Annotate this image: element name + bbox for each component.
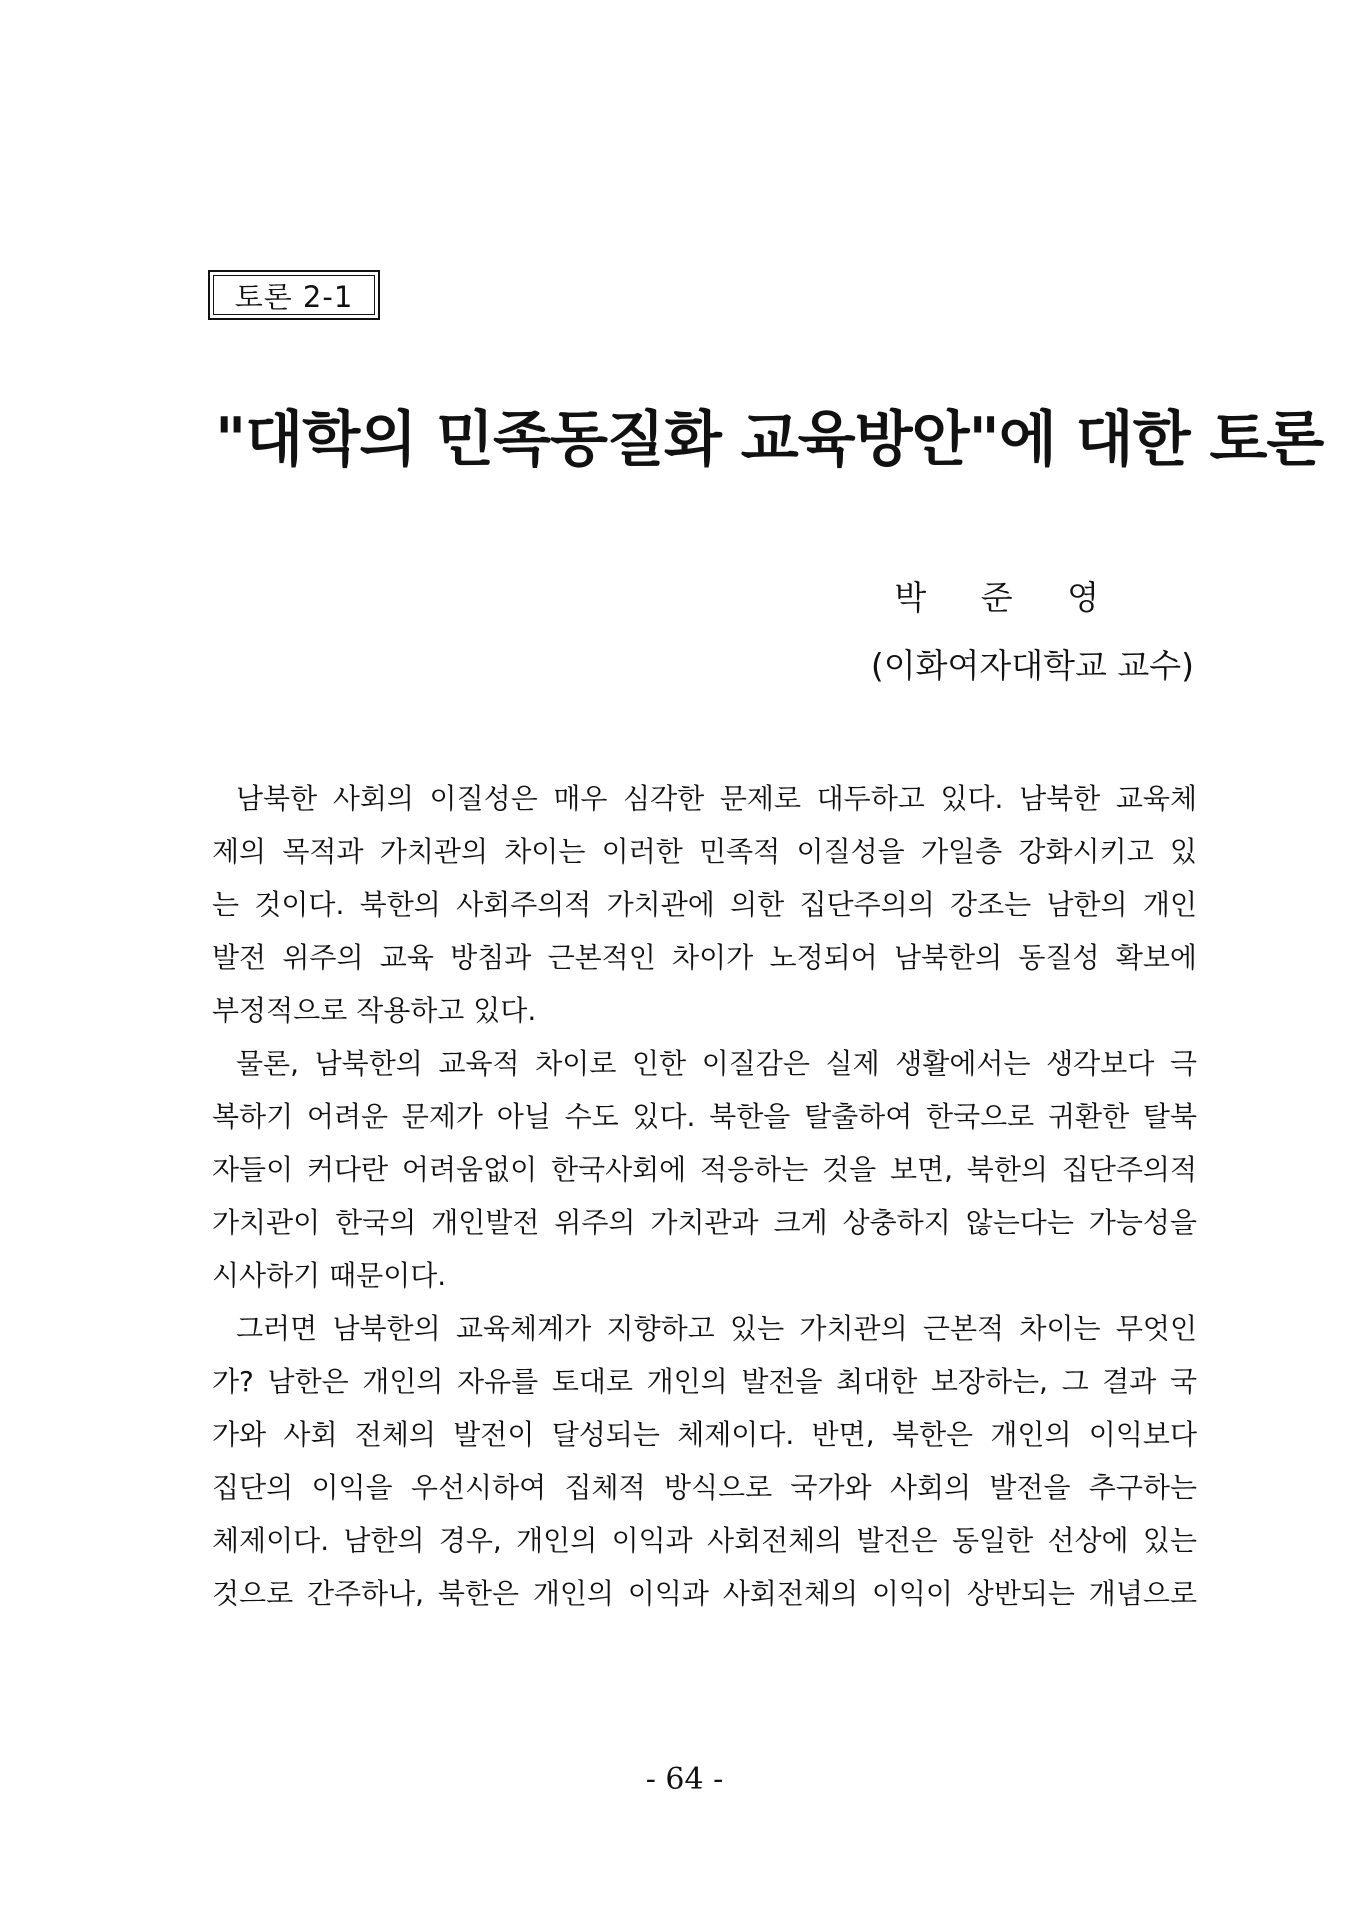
author-name: 박 준 영 <box>894 578 1121 617</box>
text-line: 자들이 커다란 어려움없이 한국사회에 적응하는 것을 보면, 북한의 집단주의적 <box>212 1153 1197 1186</box>
paragraph <box>212 1037 1197 1302</box>
text-line: 시사하기 때문이다. <box>212 1259 447 1292</box>
text-line: 것으로 간주하나, 북한은 개인의 이익과 사회전체의 이익이 상반되는 개념으로 <box>212 1577 1197 1610</box>
text-line: 제의 목적과 가치관의 차이는 이러한 민족적 이질성을 가일층 강화시키고 있 <box>212 835 1197 868</box>
text-line: 발전 위주의 교육 방침과 근본적인 차이가 노정되어 남북한의 동질성 확보에 <box>212 941 1197 974</box>
section-label-box <box>208 270 380 320</box>
text-line: 부정적으로 작용하고 있다. <box>212 994 537 1027</box>
author-affiliation: (이화여자대학교 교수) <box>870 646 1194 685</box>
text-line: 남북한 사회의 이질성은 매우 심각한 문제로 대두하고 있다. 남북한 교육체 <box>236 782 1197 815</box>
paragraph <box>212 1302 1197 1620</box>
text-line: 물론, 남북한의 교육적 차이로 인한 이질감은 실제 생활에서는 생각보다 극 <box>236 1047 1197 1080</box>
text-line: 가치관이 한국의 개인발전 위주의 가치관과 크게 상충하지 않는다는 가능성을 <box>212 1206 1197 1239</box>
document-title: "대학의 민족동질화 교육방안"에 대한 토론 <box>215 405 1324 475</box>
text-line: 그러면 남북한의 교육체계가 지향하고 있는 가치관의 근본적 차이는 무엇인 <box>236 1312 1197 1345</box>
body-text <box>212 772 1197 1620</box>
text-line: 집단의 이익을 우선시하여 집체적 방식으로 국가와 사회의 발전을 추구하는 <box>212 1471 1197 1504</box>
text-line: 는 것이다. 북한의 사회주의적 가치관에 의한 집단주의의 강조는 남한의 개인 <box>212 888 1197 921</box>
text-line: 가? 남한은 개인의 자유를 토대로 개인의 발전을 최대한 보장하는, 그 결과 국 <box>212 1365 1197 1398</box>
paragraph <box>212 772 1197 1037</box>
text-line: 가와 사회 전체의 발전이 달성되는 체제이다. 반면, 북한은 개인의 이익보다 <box>212 1418 1197 1451</box>
text-line: 체제이다. 남한의 경우, 개인의 이익과 사회전체의 발전은 동일한 선상에 있는 <box>212 1524 1197 1557</box>
page-number: - 64 - <box>645 1762 724 1797</box>
text-line: 복하기 어려운 문제가 아닐 수도 있다. 북한을 탈출하여 한국으로 귀환한 탈북 <box>212 1100 1197 1133</box>
section-label: 토론 2-1 <box>213 275 375 315</box>
